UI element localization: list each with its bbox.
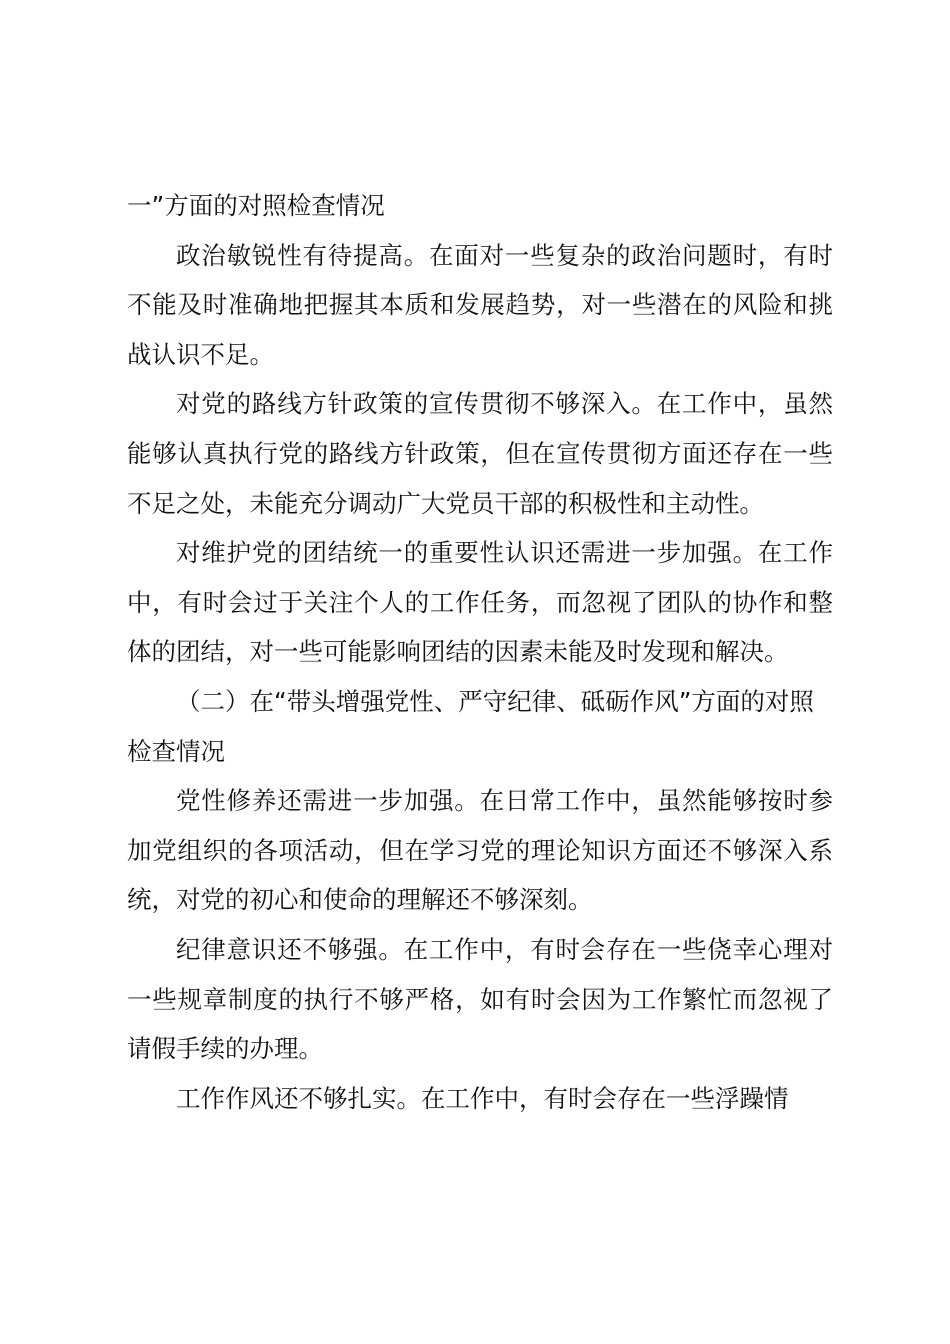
paragraph-political-sensitivity: 政治敏锐性有待提高。在面对一些复杂的政治问题时，有时不能及时准确地把握其本质和发展趋势，对一些潜在的风险和挑战认识不足。 (127, 240, 833, 369)
paragraph-party-spirit: 党性修养还需进一步加强。在日常工作中，虽然能够按时参加党组织的各项活动，但在学习党的理论知识方面还不够深入系统，对党的初心和使命的理解还不够深刻。 (127, 786, 833, 915)
document-body (127, 181, 833, 1123)
paragraph-party-unity: 对维护党的团结统一的重要性认识还需进一步加强。在工作中，有时会过于关注个人的工作任务，而忽视了团队的协作和整体的团结，对一些可能影响团结的因素未能及时发现和解决。 (127, 538, 833, 667)
paragraph-discipline: 纪律意识还不够强。在工作中，有时会存在一些侥幸心理对一些规章制度的执行不够严格，如有时会因为工作繁忙而忽视了请假手续的办理。 (127, 934, 833, 1064)
paragraph-policy-promotion: 对党的路线方针政策的宣传贯彻不够深入。在工作中，虽然能够认真执行党的路线方针政策，但在宣传贯彻方面还存在一些不足之处，未能充分调动广大党员干部的积极性和主动性。 (127, 389, 833, 518)
paragraph-work-style: 工作作风还不够扎实。在工作中，有时会存在一些浮躁情 (176, 1083, 789, 1113)
heading-continuation: 一”方面的对照检查情况 (127, 191, 385, 220)
section-heading-2: （二）在“带头增强党性、严守纪律、砥砺作风”方面的对照检查情况 (127, 686, 814, 766)
